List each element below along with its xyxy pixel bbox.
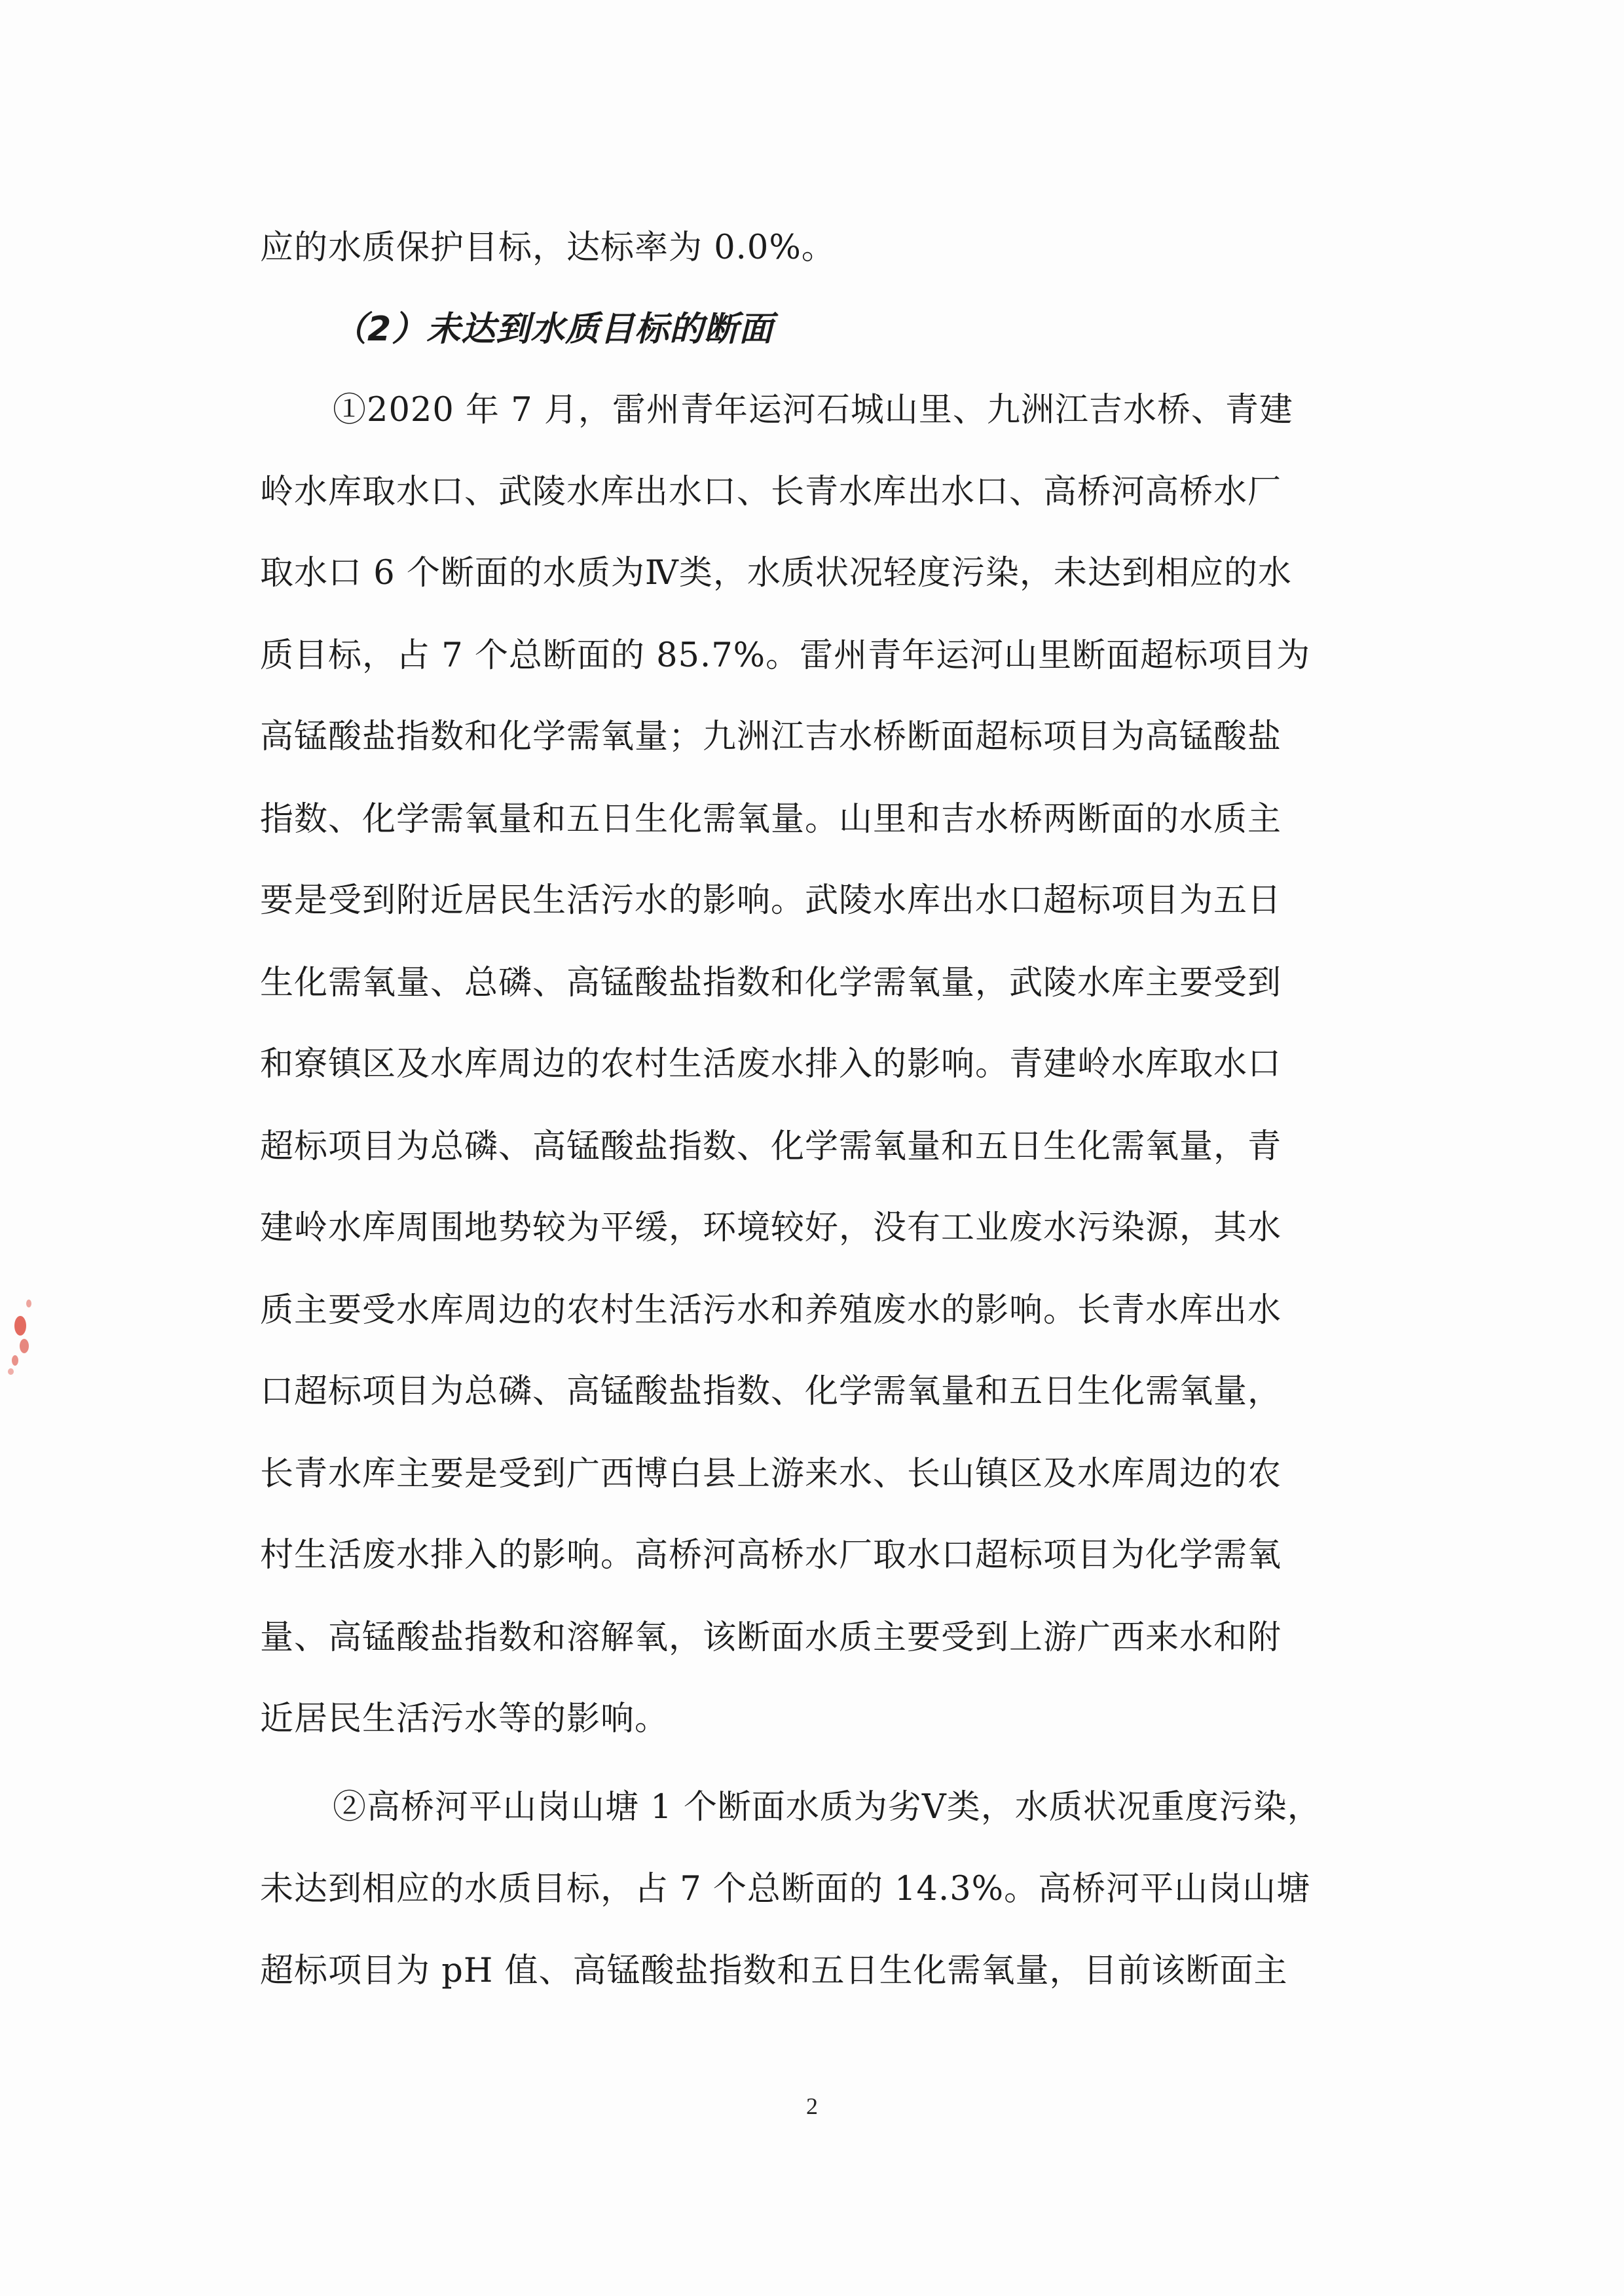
text-line-1: 应的水质保护目标，达标率为 0.0%。 <box>260 228 836 267</box>
paragraph-1-line-6: 指数、化学需氧量和五日生化需氧量。山里和吉水桥两断面的水质主 <box>260 800 1282 839</box>
paragraph-1-line-16: 量、高锰酸盐指数和溶解氧，该断面水质主要受到上游广西来水和附 <box>260 1618 1282 1657</box>
paragraph-2-line-2: 未达到相应的水质目标，占 7 个总断面的 14.3%。高桥河平山岗山塘 <box>260 1870 1311 1908</box>
paragraph-1-line-3: 取水口 6 个断面的水质为Ⅳ类，水质状况轻度污染，未达到相应的水 <box>260 554 1292 592</box>
paragraph-1-line-14: 长青水库主要是受到广西博白县上游来水、长山镇区及水库周边的农 <box>260 1455 1282 1493</box>
section-heading: （2）未达到水质目标的断面 <box>333 310 774 349</box>
paragraph-1-line-11: 建岭水库周围地势较为平缓，环境较好，没有工业废水污染源，其水 <box>260 1209 1282 1247</box>
paragraph-1-line-12: 质主要受水库周边的农村生活污水和养殖废水的影响。长青水库出水 <box>260 1291 1282 1330</box>
paragraph-1-line-13: 口超标项目为总磷、高锰酸盐指数、化学需氧量和五日生化需氧量， <box>260 1372 1282 1411</box>
paragraph-1-line-9: 和寮镇区及水库周边的农村生活废水排入的影响。青建岭水库取水口 <box>260 1045 1282 1084</box>
paragraph-1-line-5: 高锰酸盐指数和化学需氧量；九洲江吉水桥断面超标项目为高锰酸盐 <box>260 718 1282 756</box>
page-number: 2 <box>806 2093 818 2119</box>
paragraph-1-line-2: 岭水库取水口、武陵水库出水口、长青水库出水口、高桥河高桥水厂 <box>260 473 1282 511</box>
paragraph-1-line-17: 近居民生活污水等的影响。 <box>260 1700 669 1738</box>
paragraph-1-line-8: 生化需氧量、总磷、高锰酸盐指数和化学需氧量，武陵水库主要受到 <box>260 964 1282 1002</box>
paragraph-1-line-1: ①2020 年 7 月，雷州青年运河石城山里、九洲江吉水桥、青建 <box>333 391 1293 429</box>
paragraph-2-line-1: ②高桥河平山岗山塘 1 个断面水质为劣Ⅴ类，水质状况重度污染， <box>333 1788 1321 1827</box>
paragraph-1-line-15: 村生活废水排入的影响。高桥河高桥水厂取水口超标项目为化学需氧 <box>260 1536 1282 1575</box>
paragraph-1-line-4: 质目标，占 7 个总断面的 85.7%。雷州青年运河山里断面超标项目为 <box>260 636 1311 675</box>
paragraph-2-line-3: 超标项目为 pH 值、高锰酸盐指数和五日生化需氧量，目前该断面主 <box>260 1952 1288 1990</box>
paragraph-1-line-10: 超标项目为总磷、高锰酸盐指数、化学需氧量和五日生化需氧量，青 <box>260 1127 1282 1166</box>
paragraph-1-line-7: 要是受到附近居民生活污水的影响。武陵水库出水口超标项目为五日 <box>260 881 1282 920</box>
